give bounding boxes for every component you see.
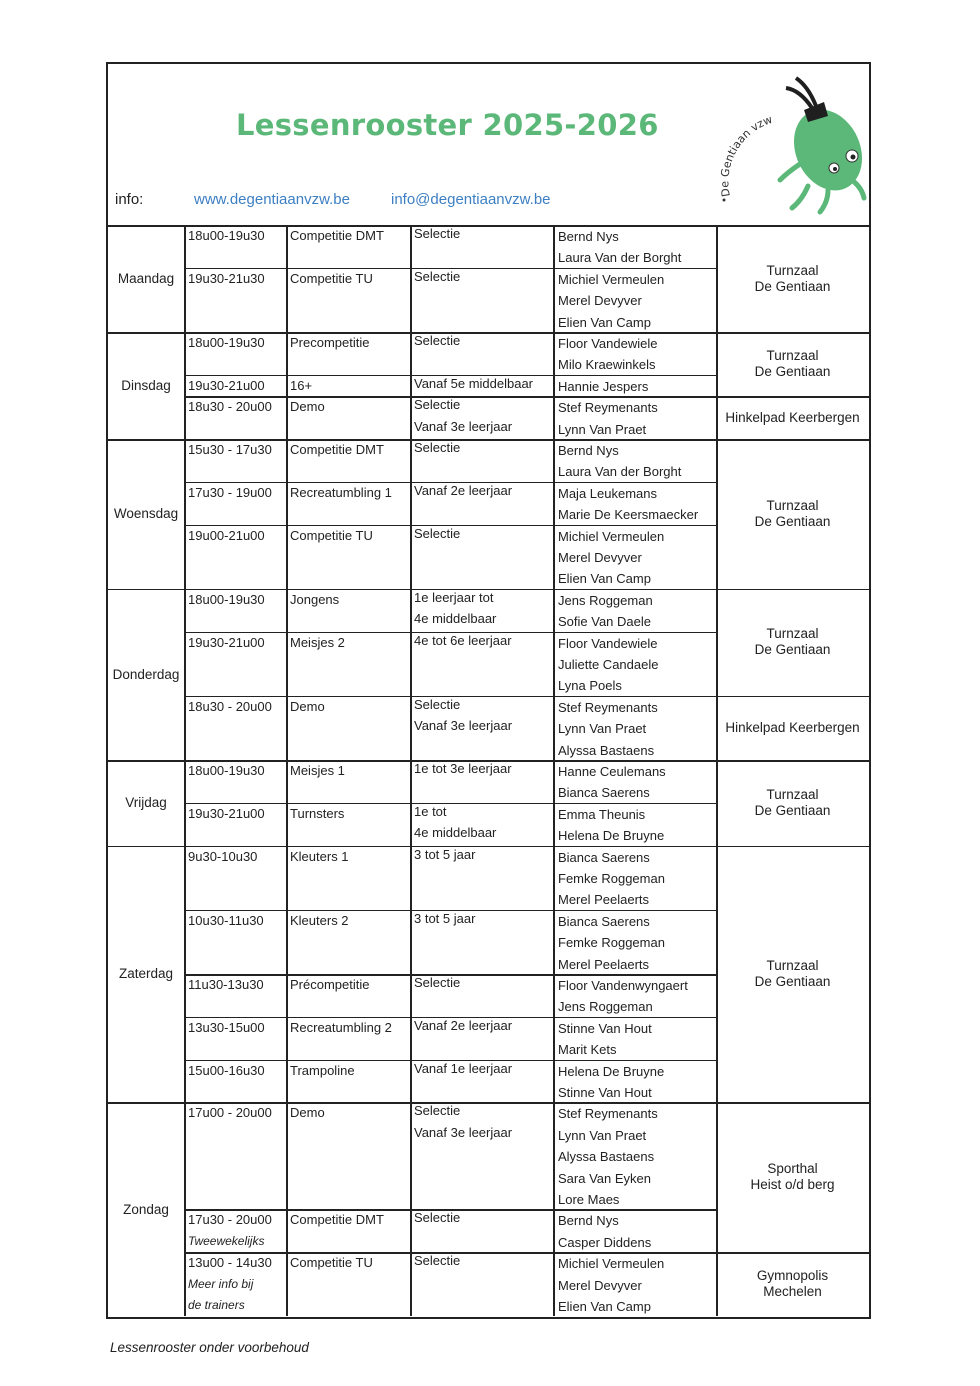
column-divider	[184, 439, 186, 589]
row-divider	[716, 696, 869, 698]
trainer-name: Lynn Van Praet	[558, 721, 647, 737]
lesson-time: 15u00-16u30	[188, 1062, 265, 1078]
lesson-time: 19u30-21u00	[188, 634, 265, 650]
lesson-time: 13u00 - 14u30	[188, 1255, 272, 1271]
trainer-name: Helena De Bruyne	[558, 1063, 665, 1079]
level-cell	[411, 758, 554, 801]
schedule-frame	[106, 62, 871, 1319]
lesson-time: 13u30-15u00	[188, 1019, 265, 1035]
location-name: Sporthal Heist o/d berg	[750, 1161, 835, 1193]
lesson-group: Recreatumbling 2	[290, 1019, 392, 1035]
column-divider	[286, 589, 288, 760]
location-cell	[716, 396, 869, 439]
column-divider	[553, 760, 555, 846]
day-name: Zaterdag	[118, 966, 174, 982]
trainers-cell	[555, 590, 718, 633]
time-note: Tweewekelijks	[188, 1233, 265, 1248]
time-cell	[185, 525, 287, 589]
time-cell	[185, 1209, 287, 1252]
trainers-cell	[555, 633, 718, 697]
trainer-name: Marit Kets	[558, 1042, 617, 1058]
trainers-cell	[555, 397, 718, 440]
level-cell	[411, 801, 554, 844]
trainer-name: Bernd Nys	[558, 1213, 619, 1229]
lesson-level: Selectie	[414, 1103, 461, 1119]
group-cell	[287, 225, 411, 268]
group-cell	[287, 803, 411, 846]
trainer-name: Floor Vandewiele	[558, 635, 658, 651]
time-cell	[185, 632, 287, 696]
group-cell	[287, 846, 411, 910]
lesson-group: 16+	[290, 377, 313, 393]
trainers-cell	[555, 269, 718, 333]
lesson-time: 17u30 - 20u00	[188, 1212, 272, 1228]
trainers-cell	[555, 697, 718, 761]
column-divider	[553, 225, 555, 332]
trainer-name: Alyssa Bastaens	[558, 742, 655, 758]
group-cell	[287, 760, 411, 803]
time-cell	[185, 225, 287, 268]
day-cell	[108, 1102, 184, 1316]
trainer-name: Alyssa Bastaens	[558, 1149, 655, 1165]
lesson-group: Competitie TU	[290, 1255, 373, 1271]
lesson-time: 19u30-21u30	[188, 270, 265, 286]
column-divider	[184, 1102, 186, 1316]
lesson-group: Competitie DMT	[290, 1212, 384, 1228]
trainer-name: Sara Van Eyken	[558, 1170, 651, 1186]
group-cell	[287, 482, 411, 525]
level-cell	[411, 330, 554, 373]
group-cell	[287, 1252, 411, 1316]
trainer-name: Stef Reymenants	[558, 1106, 658, 1122]
level-cell	[411, 587, 554, 630]
day-name: Woensdag	[113, 506, 179, 522]
lesson-level: 1e leerjaar tot	[414, 589, 494, 605]
group-cell	[287, 696, 411, 760]
lesson-level: Vanaf 1e leerjaar	[414, 1060, 513, 1076]
column-divider	[553, 439, 555, 589]
footer-note: Lessenrooster onder voorbehoud	[110, 1340, 309, 1355]
location-name: Turnzaal De Gentiaan	[754, 786, 831, 818]
lesson-level: Vanaf 3e leerjaar	[414, 718, 513, 734]
column-divider	[410, 589, 412, 760]
trainers-cell	[555, 526, 718, 590]
group-cell	[287, 1060, 411, 1103]
lesson-group: Kleuters 1	[290, 848, 349, 864]
svg-text:De Gentiaan vzw	[718, 113, 774, 198]
group-cell	[287, 632, 411, 696]
column-divider	[410, 1102, 412, 1316]
group-cell	[287, 1209, 411, 1252]
row-divider	[716, 1252, 869, 1254]
column-divider	[184, 225, 186, 332]
lesson-group: Précompetitie	[290, 977, 370, 992]
header	[108, 64, 869, 227]
time-cell	[185, 1017, 287, 1060]
trainer-name: Maja Leukemans	[558, 485, 657, 501]
lesson-group: Kleuters 2	[290, 912, 349, 928]
trainer-name: Milo Kraewinkels	[558, 357, 656, 373]
level-cell	[411, 630, 554, 694]
level-cell	[411, 373, 554, 394]
lesson-group: Meisjes 1	[290, 763, 345, 778]
trainer-name: Bianca Saerens	[558, 785, 650, 801]
time-cell	[185, 375, 287, 396]
trainer-name: Laura Van der Borght	[558, 464, 682, 480]
trainer-name: Sofie Van Daele	[558, 614, 651, 630]
lesson-time: 19u00-21u00	[188, 527, 265, 543]
trainers-cell	[555, 975, 718, 1018]
trainer-name: Lynn Van Praet	[558, 421, 647, 437]
column-divider	[716, 846, 718, 1103]
level-cell	[411, 1207, 554, 1250]
trainer-name: Emma Theunis	[558, 806, 646, 822]
trainer-name: Stef Reymenants	[558, 699, 658, 715]
gentiaan-logo	[716, 68, 870, 218]
lesson-time: 18u00-19u30	[188, 228, 265, 243]
day-name: Vrijdag	[125, 795, 167, 811]
lesson-group: Trampoline	[290, 1062, 355, 1078]
group-cell	[287, 1102, 411, 1209]
level-cell	[411, 394, 554, 437]
group-cell	[287, 525, 411, 589]
column-divider	[553, 1102, 555, 1316]
website-link[interactable]: www.degentiaanvzw.be	[194, 191, 350, 208]
lesson-group: Competitie TU	[290, 270, 373, 286]
location-cell	[716, 760, 869, 846]
lesson-group: Meisjes 2	[290, 634, 345, 650]
day-name: Zondag	[123, 1201, 169, 1217]
trainers-cell	[555, 440, 718, 483]
location-cell	[716, 225, 869, 332]
lesson-level: 3 tot 5 jaar	[414, 910, 476, 926]
trainers-cell	[555, 1210, 718, 1253]
time-cell	[185, 760, 287, 803]
row-divider	[716, 396, 869, 398]
level-cell	[411, 437, 554, 480]
trainer-name: Femke Roggeman	[558, 935, 665, 951]
trainer-name: Jens Roggeman	[558, 999, 653, 1015]
lesson-level: Selectie	[414, 525, 461, 541]
trainer-name: Lynn Van Praet	[558, 1127, 647, 1143]
level-cell	[411, 1100, 554, 1207]
lesson-time: 18u00-19u30	[188, 763, 265, 778]
lesson-time: 17u00 - 20u00	[188, 1105, 272, 1121]
column-divider	[553, 589, 555, 760]
group-cell	[287, 332, 411, 375]
lesson-time: 17u30 - 19u00	[188, 484, 272, 500]
trainers-cell	[555, 333, 718, 376]
lesson-level: Selectie	[414, 696, 461, 712]
level-cell	[411, 1250, 554, 1314]
column-divider	[410, 846, 412, 1103]
location-name: Turnzaal De Gentiaan	[754, 957, 831, 989]
trainers-cell	[555, 761, 718, 804]
day-name: Dinsdag	[121, 377, 171, 393]
trainers-cell	[555, 376, 718, 397]
time-cell	[185, 910, 287, 974]
email-link[interactable]: info@degentiaanvzw.be	[391, 191, 551, 208]
time-cell	[185, 589, 287, 632]
trainer-name: Michiel Vermeulen	[558, 528, 665, 544]
time-cell	[185, 1102, 287, 1209]
trainers-cell	[555, 847, 718, 911]
day-cell	[108, 225, 184, 332]
lesson-level: Selectie	[414, 440, 461, 455]
trainers-cell	[555, 1103, 718, 1210]
lesson-level: Vanaf 2e leerjaar	[414, 1017, 513, 1033]
trainer-name: Bianca Saerens	[558, 849, 650, 865]
day-cell	[108, 760, 184, 846]
group-cell	[287, 396, 411, 439]
trainer-name: Merel Peelaerts	[558, 892, 650, 908]
column-divider	[716, 760, 718, 846]
column-divider	[286, 1102, 288, 1316]
lesson-level: Selectie	[414, 397, 461, 413]
lesson-group: Competitie TU	[290, 527, 373, 543]
column-divider	[410, 225, 412, 332]
lesson-time: 19u30-21u00	[188, 805, 265, 821]
trainers-cell	[555, 911, 718, 975]
lesson-time: 9u30-10u30	[188, 848, 258, 864]
group-cell	[287, 1017, 411, 1060]
level-cell	[411, 1058, 554, 1101]
trainer-name: Stef Reymenants	[558, 400, 658, 416]
level-cell	[411, 523, 554, 587]
trainer-name: Merel Peelaerts	[558, 956, 650, 972]
location-cell	[716, 696, 869, 760]
location-cell	[716, 1102, 869, 1252]
trainer-name: Stinne Van Hout	[558, 1084, 652, 1100]
time-cell	[185, 1252, 287, 1316]
trainer-name: Jens Roggeman	[558, 592, 653, 608]
logo-text: De Gentiaan vzw	[718, 112, 775, 198]
lesson-level: 4e middelbaar	[414, 825, 497, 841]
trainer-name: Floor Vandewiele	[558, 336, 658, 351]
time-cell	[185, 696, 287, 760]
column-divider	[286, 439, 288, 589]
column-divider	[184, 846, 186, 1103]
lesson-level: Selectie	[414, 975, 461, 990]
column-divider	[716, 589, 718, 760]
lesson-time: 18u30 - 20u00	[188, 698, 272, 714]
location-cell	[716, 332, 869, 396]
lesson-group: Competitie DMT	[290, 228, 384, 243]
lesson-group: Precompetitie	[290, 335, 370, 350]
lesson-time: 18u00-19u30	[188, 591, 265, 607]
level-cell	[411, 694, 554, 758]
trainer-name: Floor Vandenwyngaert	[558, 978, 688, 993]
trainer-name: Michiel Vermeulen	[558, 271, 665, 287]
level-cell	[411, 844, 554, 908]
lesson-level: Vanaf 3e leerjaar	[414, 418, 513, 434]
level-cell	[411, 1015, 554, 1058]
lesson-time: 10u30-11u30	[188, 912, 264, 928]
time-cell	[185, 332, 287, 375]
level-cell	[411, 223, 554, 266]
column-divider	[286, 846, 288, 1103]
trainer-name: Hannie Jespers	[558, 378, 649, 394]
lesson-group: Demo	[290, 399, 325, 415]
lesson-level: 3 tot 5 jaar	[414, 846, 476, 862]
day-cell	[108, 439, 184, 589]
trainer-name: Helena De Bruyne	[558, 828, 665, 844]
time-note: Meer info bij	[188, 1276, 254, 1291]
trainer-name: Bernd Nys	[558, 229, 619, 244]
group-cell	[287, 910, 411, 974]
time-cell	[185, 482, 287, 525]
location-name: Turnzaal De Gentiaan	[754, 626, 831, 658]
trainer-name: Lore Maes	[558, 1191, 620, 1207]
location-cell	[716, 439, 869, 589]
lesson-time: 11u30-13u30	[188, 977, 264, 992]
lesson-time: 19u30-21u00	[188, 377, 265, 393]
day-cell	[108, 589, 184, 760]
trainer-name: Elien Van Camp	[558, 571, 651, 587]
column-divider	[716, 332, 718, 439]
column-divider	[184, 760, 186, 846]
trainers-cell	[555, 1018, 718, 1061]
lesson-group: Competitie DMT	[290, 442, 384, 457]
day-name: Donderdag	[112, 666, 180, 682]
lesson-level: Selectie	[414, 226, 461, 241]
lesson-group: Recreatumbling 1	[290, 484, 392, 500]
location-cell	[716, 1252, 869, 1316]
time-cell	[185, 846, 287, 910]
column-divider	[286, 332, 288, 439]
lesson-group: Demo	[290, 698, 325, 714]
day-cell	[108, 846, 184, 1103]
group-cell	[287, 268, 411, 332]
column-divider	[410, 760, 412, 846]
trainer-name: Bernd Nys	[558, 443, 619, 458]
lesson-group: Jongens	[290, 591, 340, 607]
time-note: de trainers	[188, 1297, 245, 1312]
time-cell	[185, 974, 287, 1017]
trainer-name: Juliette Candaele	[558, 656, 659, 672]
trainer-name: Merel Devyver	[558, 1277, 642, 1293]
location-name: Turnzaal De Gentiaan	[754, 497, 831, 529]
column-divider	[716, 439, 718, 589]
lesson-level: Vanaf 5e middelbaar	[414, 375, 534, 391]
lesson-time: 15u30 - 17u30	[188, 442, 272, 457]
column-divider	[184, 589, 186, 760]
trainer-name: Elien Van Camp	[558, 314, 651, 330]
group-cell	[287, 974, 411, 1017]
day-cell	[108, 332, 184, 439]
lesson-level: Selectie	[414, 1210, 461, 1226]
location-name: Hinkelpad Keerbergen	[725, 409, 860, 425]
trainer-name: Merel Devyver	[558, 549, 642, 565]
trainer-name: Elien Van Camp	[558, 1298, 651, 1314]
group-cell	[287, 375, 411, 396]
level-cell	[411, 908, 554, 972]
column-divider	[184, 332, 186, 439]
trainer-name: Casper Diddens	[558, 1234, 652, 1250]
column-divider	[286, 760, 288, 846]
trainers-cell	[555, 483, 718, 526]
trainers-cell	[555, 1253, 718, 1317]
column-divider	[410, 332, 412, 439]
trainer-name: Hanne Ceulemans	[558, 764, 666, 779]
column-divider	[553, 846, 555, 1103]
lesson-level: Selectie	[414, 1253, 461, 1269]
column-divider	[410, 439, 412, 589]
column-divider	[286, 225, 288, 332]
location-cell	[716, 846, 869, 1103]
lesson-level: Vanaf 2e leerjaar	[414, 482, 513, 498]
time-cell	[185, 396, 287, 439]
lesson-level: 1e tot 3e leerjaar	[414, 761, 512, 776]
trainer-name: Merel Devyver	[558, 293, 642, 309]
lesson-level: Vanaf 3e leerjaar	[414, 1124, 513, 1140]
trainer-name: Laura Van der Borght	[558, 250, 682, 266]
day-name: Maandag	[117, 270, 175, 286]
lesson-level: 4e middelbaar	[414, 611, 497, 627]
location-name: Turnzaal De Gentiaan	[754, 348, 831, 380]
lesson-level: Selectie	[414, 268, 461, 284]
time-cell	[185, 803, 287, 846]
location-name: Turnzaal De Gentiaan	[754, 262, 831, 294]
trainer-name: Stinne Van Hout	[558, 1020, 652, 1036]
lesson-level: 1e tot	[414, 803, 447, 819]
column-divider	[553, 332, 555, 439]
location-name: Hinkelpad Keerbergen	[725, 719, 860, 735]
lesson-time: 18u30 - 20u00	[188, 399, 272, 415]
level-cell	[411, 266, 554, 330]
column-divider	[716, 225, 718, 332]
location-cell	[716, 589, 869, 696]
time-cell	[185, 439, 287, 482]
level-cell	[411, 480, 554, 523]
lesson-group: Turnsters	[290, 805, 345, 821]
trainer-name: Bianca Saerens	[558, 913, 650, 929]
time-cell	[185, 268, 287, 332]
trainer-name: Femke Roggeman	[558, 870, 665, 886]
level-cell	[411, 972, 554, 1015]
trainer-name: Marie De Keersmaecker	[558, 507, 699, 523]
lesson-time: 18u00-19u30	[188, 335, 265, 350]
time-cell	[185, 1060, 287, 1103]
info-label: info:	[115, 191, 144, 208]
trainers-cell	[555, 1061, 718, 1104]
page-title: Lessenrooster 2025-2026	[236, 108, 659, 142]
trainer-name: Michiel Vermeulen	[558, 1256, 665, 1272]
column-divider	[716, 1102, 718, 1316]
lesson-level: 4e tot 6e leerjaar	[414, 632, 512, 648]
trainers-cell	[555, 226, 718, 269]
group-cell	[287, 439, 411, 482]
group-cell	[287, 589, 411, 632]
lesson-level: Selectie	[414, 333, 461, 348]
trainers-cell	[555, 804, 718, 847]
location-name: Gymnopolis Mechelen	[756, 1268, 829, 1300]
trainer-name: Lyna Poels	[558, 678, 622, 694]
lesson-group: Demo	[290, 1105, 325, 1121]
